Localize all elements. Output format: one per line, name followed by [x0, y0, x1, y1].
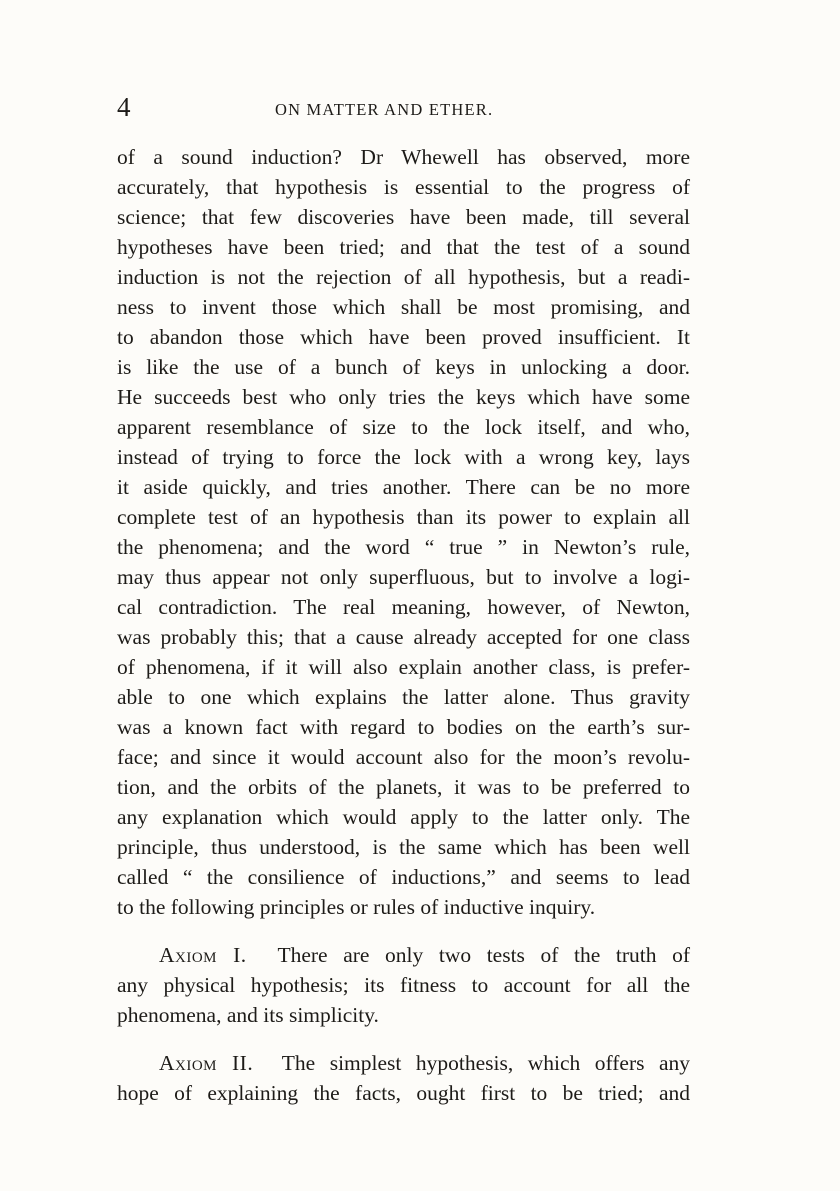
paragraph-spacer: [117, 922, 690, 940]
axiom-1: [117, 940, 690, 1030]
page-number: 4: [117, 92, 131, 122]
text-line: principle, thus understood, is the same which has been well: [117, 835, 690, 859]
text-line: induction is not the rejection of all hypothesis, but a readi-: [117, 265, 690, 289]
text-line: complete test of an hypothesis than its power to explain all: [117, 505, 690, 529]
axiom-label: Axiom II.: [159, 1051, 254, 1075]
text-line: any physical hypothesis; its fitness to account for all the: [117, 973, 690, 997]
text-line: apparent resemblance of size to the lock itself, and who,: [117, 415, 690, 439]
text-line: able to one which explains the latter alone. Thus gravity: [117, 685, 690, 709]
axiom-text: There are only two tests of the truth of: [277, 943, 690, 967]
text-line: to abandon those which have been proved insufficient. It: [117, 325, 690, 349]
axiom-2: [117, 1048, 690, 1108]
running-title: ON MATTER AND ETHER.: [275, 100, 494, 119]
axiom-first-line: [117, 1048, 690, 1078]
text-line: was a known fact with regard to bodies on the earth’s sur-: [117, 715, 690, 739]
text-line: ness to invent those which shall be most promising, and: [117, 295, 690, 319]
page-header: [117, 92, 690, 128]
text-line: accurately, that hypothesis is essential to the progress of: [117, 175, 690, 199]
text-line: is like the use of a bunch of keys in unlocking a door.: [117, 355, 690, 379]
text-line: called “ the consilience of inductions,” and seems to lead: [117, 865, 690, 889]
page-body: [117, 142, 690, 1108]
paragraph-spacer: [117, 1030, 690, 1048]
axiom-first-line: [117, 940, 690, 970]
text-line: to the following principles or rules of inductive inquiry.: [117, 895, 596, 919]
text-line: instead of trying to force the lock with a wrong key, lays: [117, 445, 690, 469]
text-line: hope of explaining the facts, ought first to be tried; and: [117, 1081, 690, 1105]
text-line: phenomena, and its simplicity.: [117, 1003, 379, 1027]
text-line: the phenomena; and the word “ true ” in Newton’s rule,: [117, 535, 690, 559]
text-line: hypotheses have been tried; and that the test of a sound: [117, 235, 690, 259]
text-line: face; and since it would account also for the moon’s revolu-: [117, 745, 690, 769]
text-line: He succeeds best who only tries the keys which have some: [117, 385, 690, 409]
text-line: any explanation which would apply to the latter only. The: [117, 805, 690, 829]
text-line: of a sound induction? Dr Whewell has observed, more: [117, 145, 690, 169]
text-line: science; that few discoveries have been made, till several: [117, 205, 690, 229]
text-line: was probably this; that a cause already accepted for one class: [117, 625, 690, 649]
text-line: cal contradiction. The real meaning, however, of Newton,: [117, 595, 690, 619]
text-line: may thus appear not only superfluous, but to involve a logi-: [117, 565, 690, 589]
axiom-text: The simplest hypothesis, which offers any: [281, 1051, 690, 1075]
text-line: tion, and the orbits of the planets, it was to be preferred to: [117, 775, 690, 799]
text-line: it aside quickly, and tries another. There can be no more: [117, 475, 690, 499]
paragraph-main: [117, 142, 690, 922]
text-line: of phenomena, if it will also explain another class, is prefer-: [117, 655, 690, 679]
axiom-label: Axiom I.: [159, 943, 247, 967]
